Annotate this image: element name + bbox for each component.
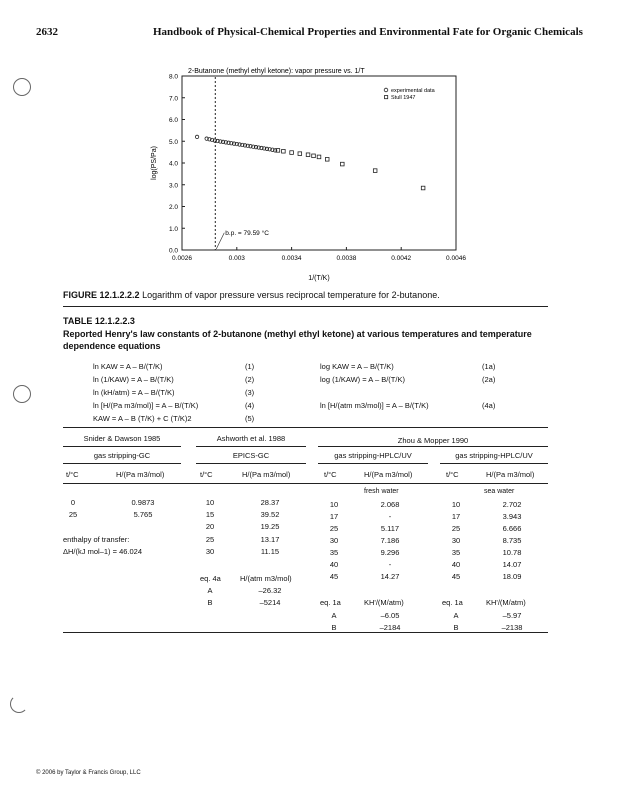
table-cell: 17 [329, 512, 339, 521]
table-cell: 0.9873 [131, 498, 155, 507]
table-cell: 45 [329, 572, 339, 581]
rule [63, 427, 548, 428]
table-cell: 25 [451, 524, 461, 533]
equation: log KAW = A – B/(T/K) [320, 362, 394, 371]
page-number: 2632 [36, 26, 58, 38]
table-cell: 25 [68, 510, 78, 519]
table-cell: eq. 1a [442, 598, 463, 607]
group-header: Snider & Dawson 1985 [83, 434, 161, 443]
x-tick-label: 0.0038 [336, 255, 357, 262]
group-header: Ashworth et al. 1988 [216, 434, 286, 443]
table-cell: 15 [205, 510, 215, 519]
table-cell: 10 [451, 500, 461, 509]
table-cell: A [453, 611, 459, 620]
table-cell: A [207, 586, 213, 595]
method-header: gas stripping-GC [93, 451, 151, 460]
rule [63, 483, 548, 484]
binder-hole-mark [13, 78, 31, 96]
table-cell: eq. 4a [200, 574, 221, 583]
rule [318, 446, 548, 447]
binder-hole-mark [10, 695, 28, 713]
running-title: Handbook of Physical-Chemical Properties and Environmental Fate for Organic Chemicals [153, 26, 583, 38]
y-tick-label: 7.0 [168, 95, 178, 103]
boiling-point-annotation: b.p. = 79.59 °C [225, 229, 269, 237]
data-point-stull [306, 153, 310, 157]
y-tick-label: 3.0 [168, 182, 178, 190]
table-cell: 30 [205, 547, 215, 556]
data-point-stull [421, 186, 425, 190]
equation: ln (1/KAW) = A – B/(T/K) [93, 375, 174, 384]
table-cell: –5214 [259, 598, 281, 607]
rule [63, 632, 548, 633]
data-point-stull [282, 149, 286, 153]
method-header: gas stripping-HPLC/UV [455, 451, 533, 460]
y-tick-label: 2.0 [168, 204, 178, 211]
method-header: gas stripping-HPLC/UV [334, 451, 412, 460]
equation-number: (2a) [482, 375, 496, 384]
annotation-leader [216, 233, 224, 249]
equation-number: (1) [245, 362, 255, 371]
table-cell: –2184 [379, 623, 401, 632]
table-cell: –26.32 [258, 586, 282, 595]
x-tick-label: 0.0034 [281, 255, 302, 262]
rule [196, 463, 306, 464]
equation: ln KAW = A – B/(T/K) [93, 362, 163, 371]
table-cell: 7.186 [380, 536, 400, 545]
data-point-stull [312, 154, 316, 158]
rule [196, 446, 306, 447]
copyright-footer: © 2006 by Taylor & Francis Group, LLC [36, 770, 141, 776]
column-header: H/(Pa m3/mol) [242, 470, 291, 479]
table-cell: KH'/(M/atm) [486, 598, 526, 607]
legend [384, 88, 435, 101]
table-cell: - [388, 512, 392, 521]
enthalpy-label: enthalpy of transfer: [63, 535, 130, 544]
x-tick-label: 0.0026 [172, 255, 192, 262]
data-point-stull [373, 169, 377, 173]
column-header: t/°C [324, 470, 337, 479]
equation-number: (3) [245, 388, 255, 397]
table-cell: 18.09 [502, 572, 522, 581]
table-cell: A [331, 611, 337, 620]
table-cell: 25 [205, 535, 215, 544]
column-header: H/(Pa m3/mol) [116, 470, 165, 479]
table-cell: 6.666 [502, 524, 522, 533]
table-cell: –6.05 [380, 611, 400, 620]
table-label: TABLE 12.1.2.2.3 [63, 316, 135, 326]
column-header: t/°C [446, 470, 459, 479]
rule [318, 463, 428, 464]
method-header: EPICS-GC [232, 451, 270, 460]
table-cell: 19.25 [260, 522, 280, 531]
table-cell: 14.07 [502, 560, 522, 569]
group-header: Zhou & Mopper 1990 [397, 436, 469, 445]
table-cell: 10.78 [502, 548, 522, 557]
table-cell: 30 [329, 536, 339, 545]
equation-number: (1a) [482, 362, 496, 371]
y-tick-label: 4.0 [168, 160, 178, 168]
binder-hole-mark [13, 385, 31, 403]
column-header: t/°C [66, 470, 79, 479]
vapor-pressure-chart [140, 62, 480, 284]
column-header: t/°C [200, 470, 213, 479]
data-point-stull [298, 152, 302, 156]
table-cell: KH'/(M/atm) [364, 598, 404, 607]
fresh-water-label: fresh water [364, 488, 399, 495]
table-cell: 28.37 [260, 498, 280, 507]
figure-caption [63, 290, 440, 300]
table-cell: 3.943 [502, 512, 522, 521]
table-cell: 14.27 [380, 572, 400, 581]
table-title: Reported Henry's law constants of 2-butanone (methyl ethyl ketone) at various temperatures and temperature dependence equations [63, 329, 532, 351]
table-cell: 13.17 [260, 535, 280, 544]
table-cell: B [453, 623, 459, 632]
y-tick-label: 1.0 [168, 225, 178, 233]
table-cell: 40 [451, 560, 461, 569]
y-tick-label: 8.0 [168, 73, 178, 81]
data-point-stull [290, 151, 294, 155]
equation: log (1/KAW) = A – B/(T/K) [320, 375, 405, 384]
table-cell: 11.15 [260, 547, 280, 556]
rule [440, 463, 548, 464]
data-point-stull [317, 155, 321, 159]
equation: ln [H/(atm m3/mol)] = A – B/(T/K) [320, 401, 429, 410]
table-cell: 9.296 [380, 548, 400, 557]
equation-number: (4a) [482, 401, 496, 410]
table-cell: 40 [329, 560, 339, 569]
table-cell: B [207, 598, 213, 607]
data-point-experimental [195, 135, 198, 138]
table-cell: 25 [329, 524, 339, 533]
table-cell: B [331, 623, 337, 632]
table-cell: –2138 [501, 623, 523, 632]
table-cell: eq. 1a [320, 598, 341, 607]
table-cell: 35 [451, 548, 461, 557]
legend-marker-stull [385, 96, 388, 99]
enthalpy-value: ΔH/(kJ mol–1) = 46.024 [63, 547, 143, 556]
legend-experimental: experimental data [391, 88, 435, 94]
y-tick-label: 6.0 [168, 117, 178, 124]
equation: KAW = A – B (T/K) + C (T/K)2 [93, 414, 192, 423]
equation-number: (5) [245, 414, 255, 423]
equation: ln [H/(Pa m3/mol)] = A – B/(T/K) [93, 401, 199, 410]
data-point-stull [340, 162, 344, 166]
table-cell: 2.068 [380, 500, 400, 509]
table-cell: 39.52 [260, 510, 280, 519]
column-header: H/(Pa m3/mol) [364, 470, 413, 479]
y-tick-label: 5.0 [168, 138, 178, 146]
rule [63, 463, 181, 464]
legend-marker-experimental [384, 88, 388, 92]
legend-stull: Stull 1947 [391, 95, 416, 101]
sea-water-label: sea water [484, 488, 515, 495]
table-cell: 35 [329, 548, 339, 557]
data-point-stull [325, 158, 329, 162]
x-axis-label: 1/(T/K) [308, 275, 330, 282]
chart-title: 2-Butanone (methyl ethyl ketone): vapor pressure vs. 1/T [188, 68, 365, 75]
table-cell: 10 [329, 500, 339, 509]
table-cell: 0 [70, 498, 76, 507]
rule [63, 306, 548, 307]
rule [63, 446, 181, 447]
table-cell: H/(atm m3/mol) [240, 574, 292, 583]
table-cell: 10 [205, 498, 215, 507]
table-cell: 8.735 [502, 536, 522, 545]
x-tick-label: 0.0046 [446, 255, 466, 262]
x-tick-label: 0.003 [228, 255, 245, 262]
table-cell: 17 [451, 512, 461, 521]
table-cell: 5.117 [380, 524, 400, 533]
table-cell: –5.97 [502, 611, 522, 620]
x-tick-label: 0.0042 [391, 255, 412, 262]
table-cell: - [388, 560, 392, 569]
column-header: H/(Pa m3/mol) [486, 470, 535, 479]
figure-caption-text: Logarithm of vapor pressure versus reciprocal temperature for 2-butanone. [142, 290, 440, 300]
table-cell: 30 [451, 536, 461, 545]
table-cell: 2.702 [502, 500, 522, 509]
figure-caption-label: FIGURE 12.1.2.2.2 [63, 290, 140, 300]
y-tick-label: 0.0 [168, 247, 178, 255]
table-cell: 5.765 [133, 510, 153, 519]
equation: ln (kH/atm) = A – B/(T/K) [93, 388, 175, 397]
plot-frame [182, 76, 456, 250]
table-cell: 20 [205, 522, 215, 531]
table-cell: 45 [451, 572, 461, 581]
equation-number: (4) [245, 401, 255, 410]
equation-number: (2) [245, 375, 255, 384]
y-axis-label: log(PS/Pa) [151, 146, 158, 180]
